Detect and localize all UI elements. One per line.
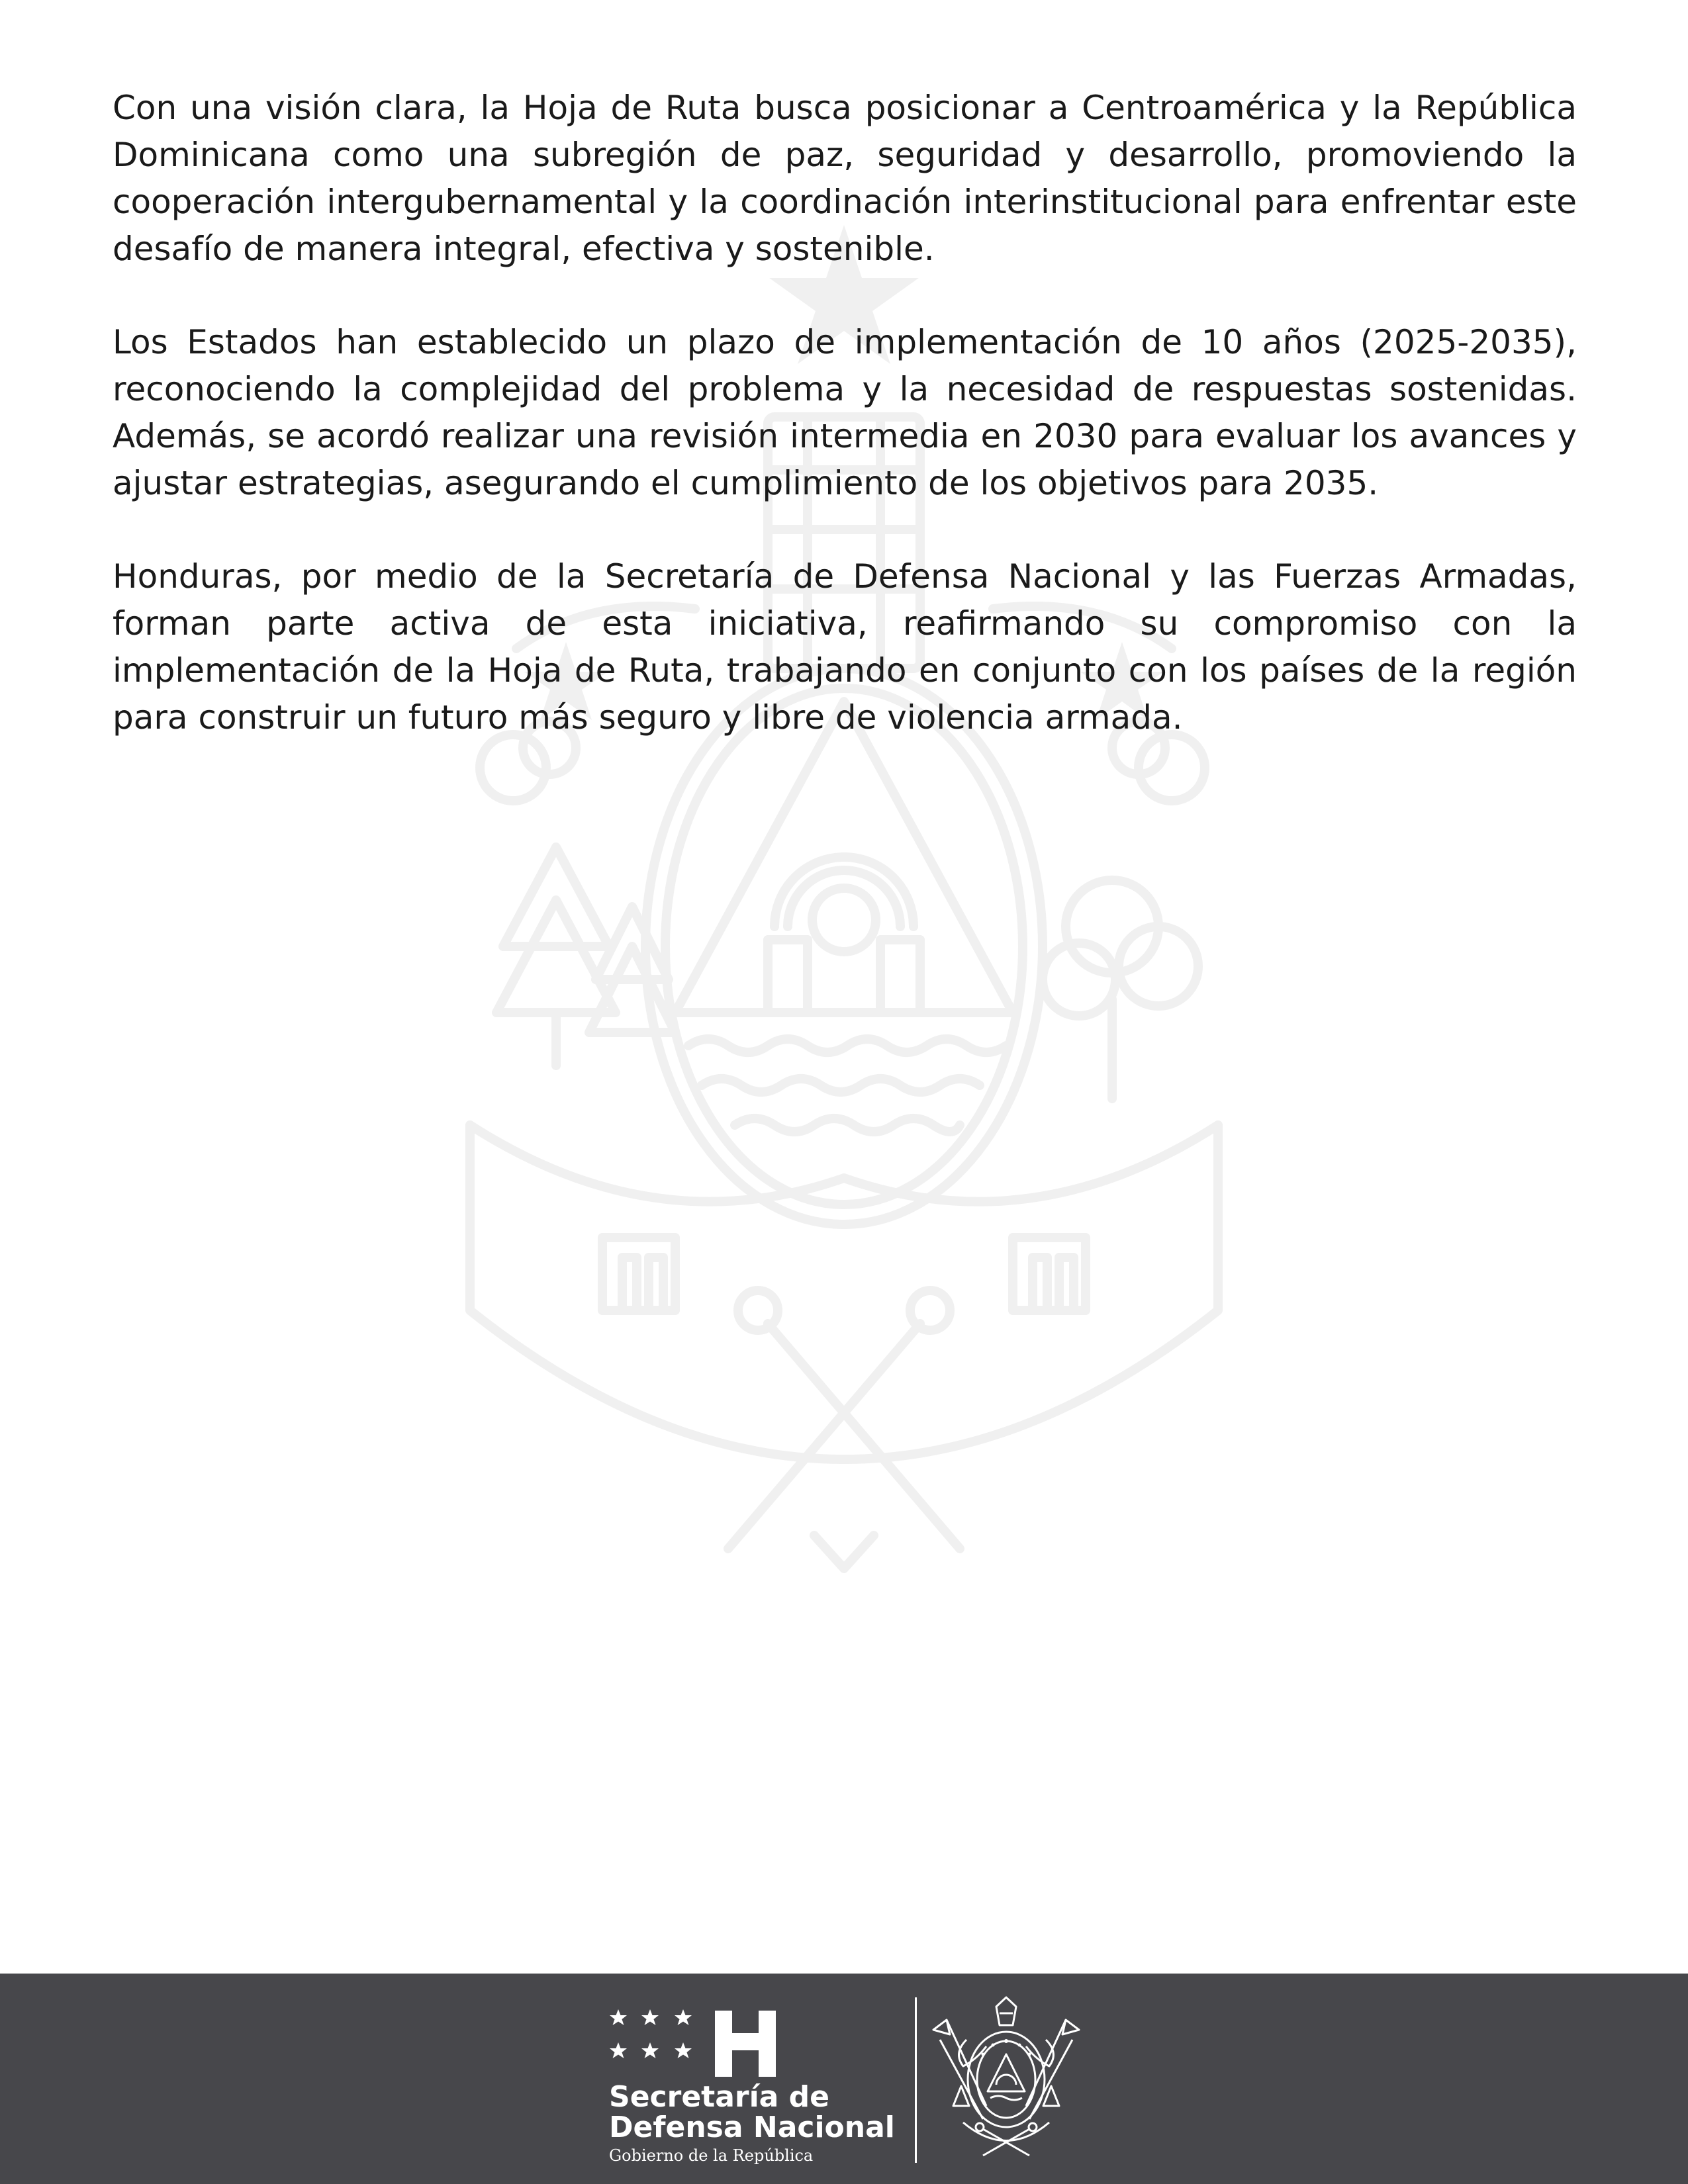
coat-of-arms-seal-icon	[927, 1993, 1086, 2165]
brand-subtitle: Gobierno de la República	[609, 2146, 814, 2165]
ministry-brand	[609, 2007, 907, 2165]
page-footer	[0, 1974, 1688, 2184]
stars-icon	[609, 2007, 708, 2073]
paragraph-vision: Con una visión clara, la Hoja de Ruta busca posicionar a Centroamérica y la República Dominicana como una subregión de paz, seguridad y desarrollo, promoviendo la cooperación intergubernamental y la coordinación interinstitucional para enfrentar este desafío de manera integral, efectiva y sostenible.	[113, 89, 1577, 268]
brand-line-secretaria: Secretaría de	[609, 2080, 830, 2114]
h-logo-icon	[712, 2007, 778, 2079]
document-body	[113, 85, 1577, 788]
brand-line-defensa-nacional: Defensa Nacional	[609, 2111, 895, 2144]
paragraph-implementation-timeline: Los Estados han establecido un plazo de implementación de 10 años (2025-2035), reconociendo la complejidad del problema y la necesidad de respuestas sostenidas. Además, se acordó realizar una revisión intermedia en 2030 para evaluar los avances y ajustar estrategias, asegurando el cumplimiento de los objetivos para 2035.	[113, 323, 1577, 502]
footer-divider	[915, 1997, 917, 2163]
paragraph-honduras-commitment: Honduras, por medio de la Secretaría de Defensa Nacional y las Fuerzas Armadas, forman parte activa de esta iniciativa, reafirmando su compromiso con la implementación de la Hoja de Ruta, trabajando en conjunto con los países de la región para construir un futuro más seguro y libre de violencia armada.	[113, 557, 1577, 737]
